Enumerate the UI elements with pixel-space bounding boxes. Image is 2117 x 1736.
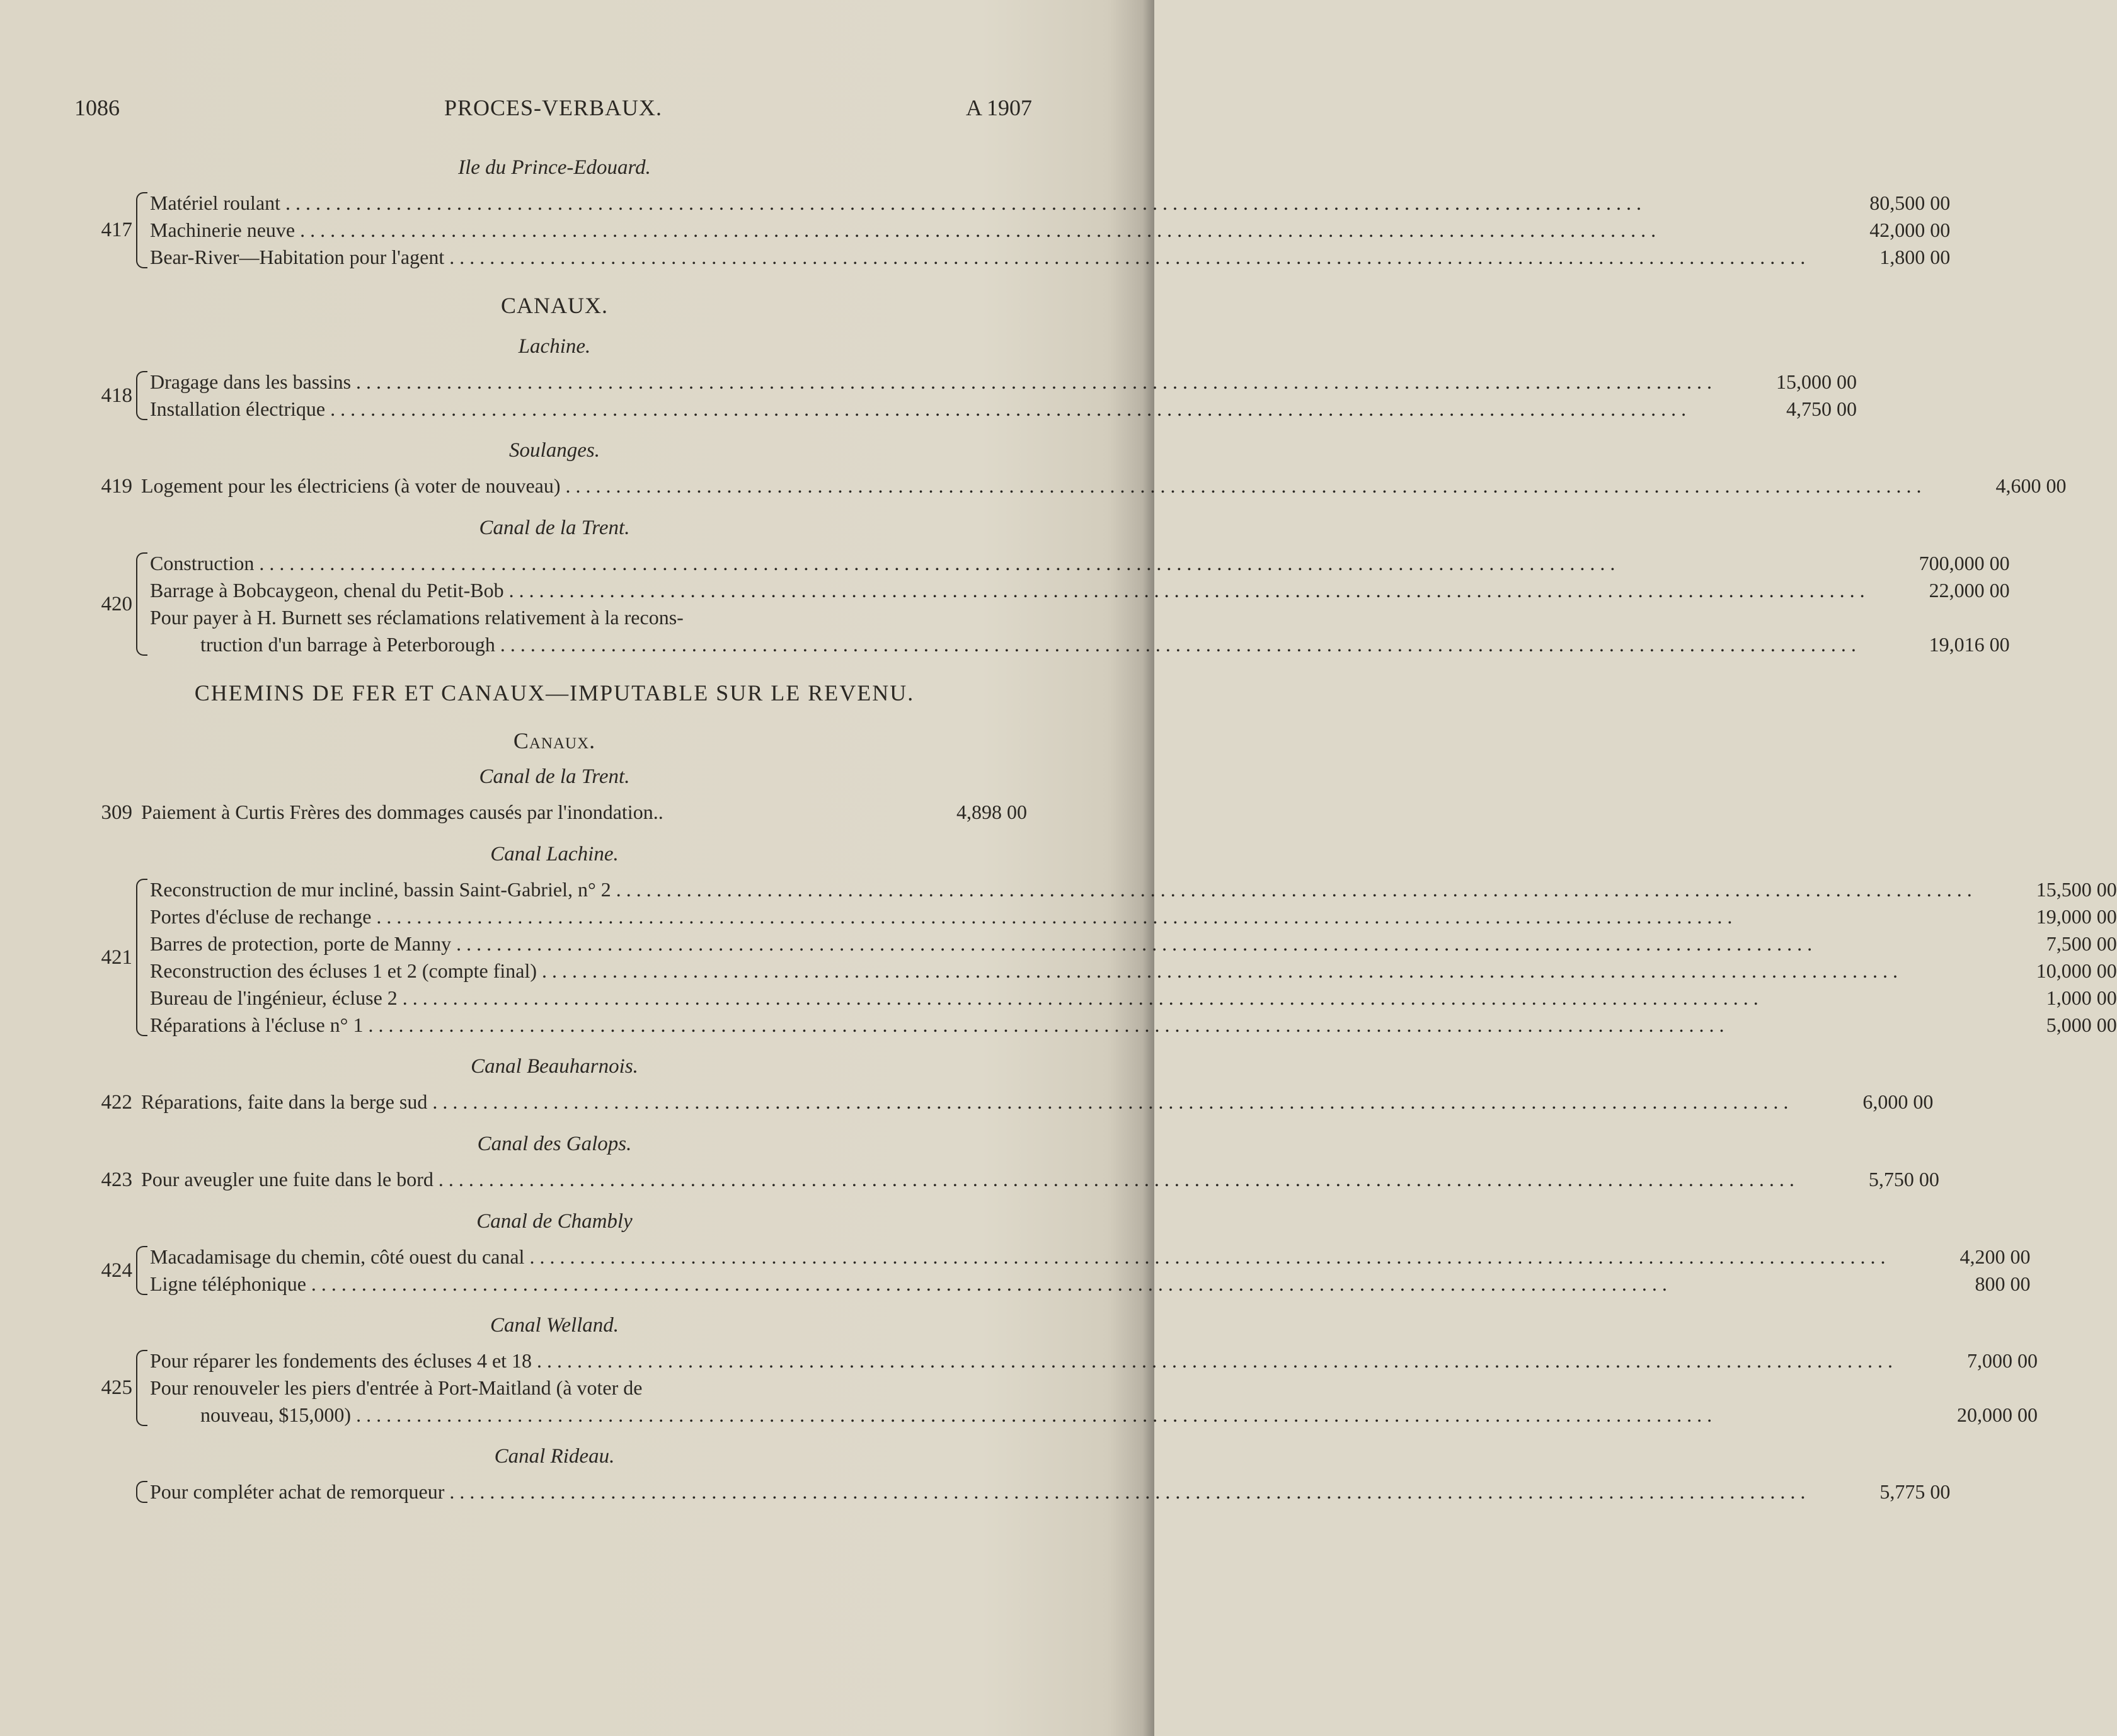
ledger-item <box>150 368 1857 396</box>
item-label: truction d'un barrage à Peterborough . . . <box>150 631 1865 658</box>
item-label: Installation électrique . . . <box>150 396 1712 423</box>
page-header <box>74 94 1032 132</box>
item-amount: 4,200 00 <box>1959 1245 2031 1268</box>
ledger-item <box>150 604 2010 631</box>
brace-icon <box>136 552 147 656</box>
subsection-title: Soulanges. <box>509 439 600 462</box>
item-label: Matériel roulant . . . <box>150 190 1805 217</box>
ledger-item <box>150 577 2010 604</box>
ledger-item <box>150 244 1950 271</box>
brace-icon <box>136 192 147 268</box>
item-label: Bear-River—Habitation pour l'agent . . . <box>150 244 1805 271</box>
item-amount: 7,000 00 <box>1967 1349 2038 1372</box>
ledger-item <box>150 985 2117 1012</box>
ledger-item <box>150 1478 1950 1505</box>
document-body <box>82 156 2117 1512</box>
subsection-title: Canal Welland. <box>490 1314 619 1337</box>
item-amount: 7,500 00 <box>2046 932 2117 955</box>
entry-label: Logement pour les électriciens (à voter de nouveau) . . . <box>141 472 1922 500</box>
entry-label: Paiement à Curtis Frères des dommages causés par l'inondation.. <box>141 801 663 823</box>
subsection-title: Canal des Galops. <box>477 1133 632 1155</box>
item-amount: 5,000 00 <box>2046 1014 2117 1036</box>
page-year: A 1907 <box>965 95 1032 120</box>
entry-amount: 5,750 00 <box>1868 1168 1939 1191</box>
ledger-item <box>150 1374 2038 1402</box>
item-label: Pour compléter achat de remorqueur . . . <box>150 1478 1805 1505</box>
subsection-title: Ile du Prince-Edouard. <box>458 156 651 179</box>
item-label: Ligne téléphonique . . . <box>150 1271 1885 1298</box>
subsection-title: Lachine. <box>518 335 591 358</box>
item-label: Macadamisage du chemin, côté ouest du canal . . . <box>150 1243 1885 1271</box>
group-number: 420 <box>101 592 132 615</box>
item-amount: 4,750 00 <box>1786 397 1857 420</box>
item-label: nouveau, $15,000) . . . <box>150 1402 1893 1429</box>
item-amount: 19,000 00 <box>2036 905 2117 928</box>
brace-icon <box>136 1246 147 1295</box>
subsection-title: Canal Lachine. <box>490 843 619 865</box>
brace-icon <box>136 1481 147 1503</box>
item-amount: 15,500 00 <box>2036 878 2117 901</box>
item-amount: 700,000 00 <box>1919 552 2010 574</box>
entry-number: 309 <box>101 801 132 824</box>
group-number: 425 <box>101 1376 132 1399</box>
item-label: Reconstruction de mur incliné, bassin Saint-Gabriel, n° 2 . . . <box>150 876 1972 903</box>
item-label: Dragage dans les bassins . . . <box>150 368 1712 396</box>
entry-number: 423 <box>101 1168 132 1191</box>
group-number: 421 <box>101 945 132 969</box>
entry-label: Pour aveugler une fuite dans le bord . . . <box>141 1166 1794 1193</box>
ledger-item <box>150 631 2010 658</box>
ledger-item <box>150 1271 2030 1298</box>
ledger-item <box>150 957 2117 985</box>
ledger-group <box>82 1243 2031 1298</box>
entry-amount: 4,600 00 <box>1995 474 2067 497</box>
entry-number: 422 <box>101 1091 132 1114</box>
ledger-group <box>82 368 1857 423</box>
ledger-entry <box>82 1088 1934 1116</box>
item-label: Pour payer à H. Burnett ses réclamations relativement à la recons- <box>150 606 684 629</box>
ledger-entry <box>82 472 2067 500</box>
item-amount: 5,775 00 <box>1879 1480 1951 1503</box>
item-label: Barres de protection, porte de Manny . . . <box>150 930 1972 957</box>
group-number: 418 <box>101 384 132 407</box>
item-label: Machinerie neuve . . . <box>150 217 1805 244</box>
subsection-title: Canal Rideau. <box>494 1445 615 1468</box>
subsection-title: Canal de Chambly <box>476 1210 633 1233</box>
entry-amount: 4,898 00 <box>956 801 1027 823</box>
item-amount: 1,000 00 <box>2046 986 2117 1009</box>
item-label: Portes d'écluse de rechange . . . <box>150 903 1972 930</box>
item-amount: 800 00 <box>1975 1272 2031 1295</box>
item-amount: 42,000 00 <box>1869 219 1951 241</box>
item-label: Barrage à Bobcaygeon, chenal du Petit-Bob . . . <box>150 577 1865 604</box>
ledger-group <box>82 190 1951 271</box>
item-label: Réparations à l'écluse n° 1 . . . <box>150 1012 1972 1039</box>
ledger-item <box>150 930 2117 957</box>
subsection-title: Canal Beauharnois. <box>471 1055 638 1078</box>
item-amount: 1,800 00 <box>1879 246 1951 268</box>
item-label: Pour renouveler les piers d'entrée à Port-Maitland (à voter de <box>150 1376 643 1399</box>
page-title: PROCES-VERBAUX. <box>444 95 663 120</box>
ledger-group <box>82 1347 2038 1429</box>
ledger-group <box>82 550 2010 658</box>
ledger-item <box>150 190 1950 217</box>
section-title: CHEMINS DE FER ET CANAUX—IMPUTABLE SUR LE REVENU. <box>194 680 915 705</box>
ledger-group <box>82 1478 1951 1505</box>
entry-label: Réparations, faite dans la berge sud . . . <box>141 1088 1788 1116</box>
ledger-item <box>150 903 2117 930</box>
ledger-entry <box>82 799 1027 826</box>
item-amount: 20,000 00 <box>1957 1403 2038 1426</box>
subsection-title: Canal de la Trent. <box>479 517 630 539</box>
item-label: Reconstruction des écluses 1 et 2 (compte final) . . . <box>150 957 1972 985</box>
item-amount: 15,000 00 <box>1776 370 1857 393</box>
subsection-title: Canal de la Trent. <box>479 765 630 788</box>
brace-icon <box>136 371 147 420</box>
section-title: Canaux. <box>513 728 596 753</box>
ledger-group <box>82 876 2117 1039</box>
entry-number: 419 <box>101 475 132 498</box>
section-title: CANAUX. <box>500 293 608 318</box>
item-amount: 10,000 00 <box>2036 959 2117 982</box>
ledger-item <box>150 1012 2117 1039</box>
item-label: Construction . . . <box>150 550 1865 577</box>
ledger-item <box>150 1347 2038 1374</box>
item-label: Bureau de l'ingénieur, écluse 2 . . . <box>150 985 1972 1012</box>
group-number: 424 <box>101 1259 132 1282</box>
brace-icon <box>136 879 147 1036</box>
ledger-item <box>150 550 2010 577</box>
page-number: 1086 <box>74 95 120 120</box>
ledger-item <box>150 1402 2038 1429</box>
ledger-item <box>150 396 1857 423</box>
entry-amount: 6,000 00 <box>1862 1090 1934 1113</box>
brace-icon <box>136 1350 147 1426</box>
item-label: Pour réparer les fondements des écluses 4 et 18 . . . <box>150 1347 1893 1374</box>
ledger-entry <box>82 1166 1939 1194</box>
item-amount: 19,016 00 <box>1929 633 2010 656</box>
ledger-item <box>150 217 1950 244</box>
ledger-item <box>150 1243 2030 1271</box>
ledger-item <box>150 876 2117 903</box>
item-amount: 80,500 00 <box>1869 191 1951 214</box>
item-amount: 22,000 00 <box>1929 579 2010 602</box>
group-number: 417 <box>101 219 132 241</box>
